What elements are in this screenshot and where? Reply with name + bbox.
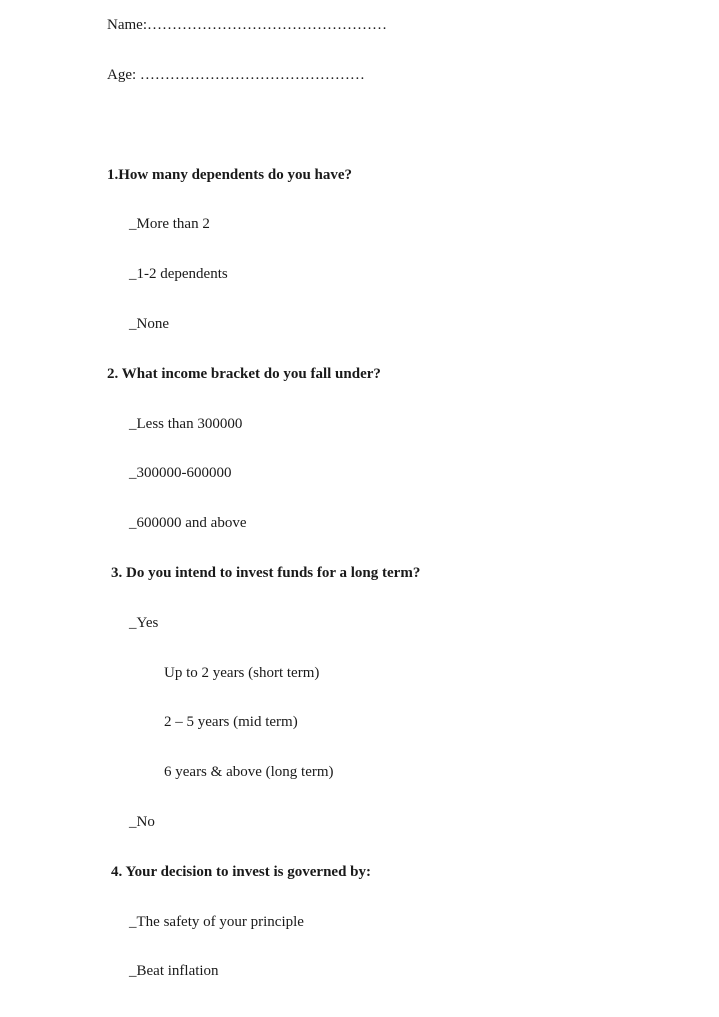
question-3: 3. Do you intend to invest funds for a long term? bbox=[111, 565, 421, 581]
question-4-option: _The safety of your principle bbox=[129, 914, 304, 930]
question-3-option: _No bbox=[129, 814, 155, 830]
question-3-sub-option: Up to 2 years (short term) bbox=[164, 665, 320, 681]
question-2-option: _600000 and above bbox=[129, 515, 247, 531]
question-2-option: _300000-600000 bbox=[129, 465, 232, 481]
question-1-option: _More than 2 bbox=[129, 216, 210, 232]
question-3-option: _Yes bbox=[129, 615, 159, 631]
question-1: 1.How many dependents do you have? bbox=[107, 167, 353, 183]
question-3-sub-option: 6 years & above (long term) bbox=[164, 764, 334, 780]
question-1-option: _None bbox=[129, 316, 169, 332]
name-field-label: Name:………………………………………… bbox=[107, 17, 387, 33]
question-2: 2. What income bracket do you fall under? bbox=[107, 366, 381, 382]
question-1-option: _1-2 dependents bbox=[129, 266, 228, 282]
question-3-sub-option: 2 – 5 years (mid term) bbox=[164, 714, 298, 730]
question-4-option: _Beat inflation bbox=[129, 963, 219, 979]
question-2-option: _Less than 300000 bbox=[129, 416, 243, 432]
question-4: 4. Your decision to invest is governed by: bbox=[111, 864, 372, 880]
age-field-label: Age: ……………………………………… bbox=[107, 67, 365, 83]
